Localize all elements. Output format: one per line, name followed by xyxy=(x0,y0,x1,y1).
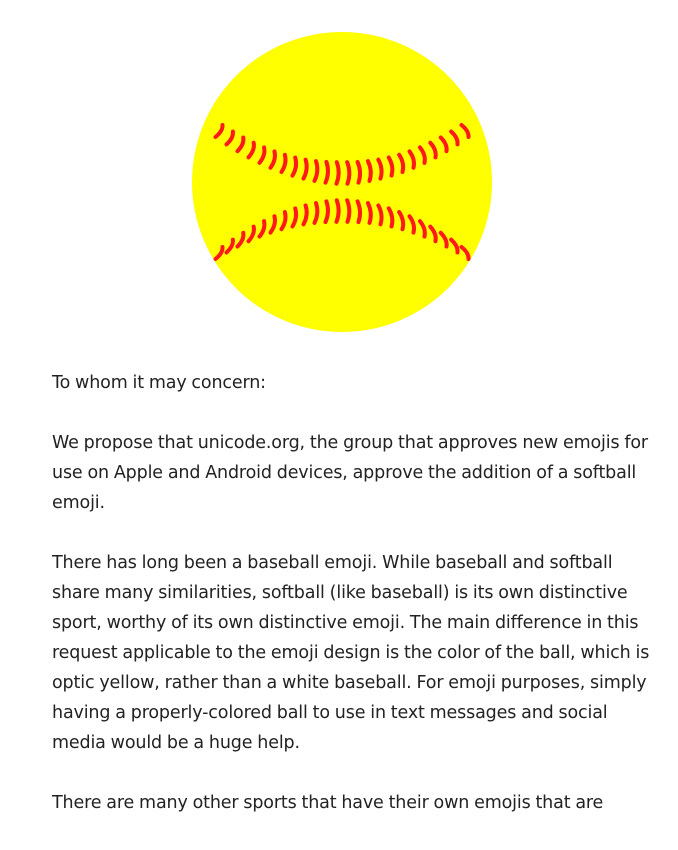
softball-icon xyxy=(191,31,493,333)
stitch xyxy=(337,200,339,222)
stitch xyxy=(347,200,349,222)
softball-image xyxy=(191,31,493,333)
letter-paragraph-1: We propose that unicode.org, the group that approves new emojis for use on Apple and Android devices, approve the addition of a softball emoji. xyxy=(52,433,648,513)
stitch xyxy=(337,162,339,184)
letter-body xyxy=(52,368,652,818)
stitch xyxy=(347,162,349,184)
letter-paragraph-3: There are many other sports that have their own emojis that are xyxy=(52,793,604,813)
letter-greeting: To whom it may concern: xyxy=(52,373,266,393)
softball-body xyxy=(192,32,492,332)
letter-paragraph-2: There has long been a baseball emoji. While baseball and softball share many similarities, softball (like baseball) is its own distinctive sport, worthy of its own distinctive emoji. The main difference in this request applicable to the emoji design is the color of the ball, which is optic yellow, rather than a white baseball. For emoji purposes, simply having a properly-colored ball to use in text messages and social media would be a huge help. xyxy=(52,553,650,753)
